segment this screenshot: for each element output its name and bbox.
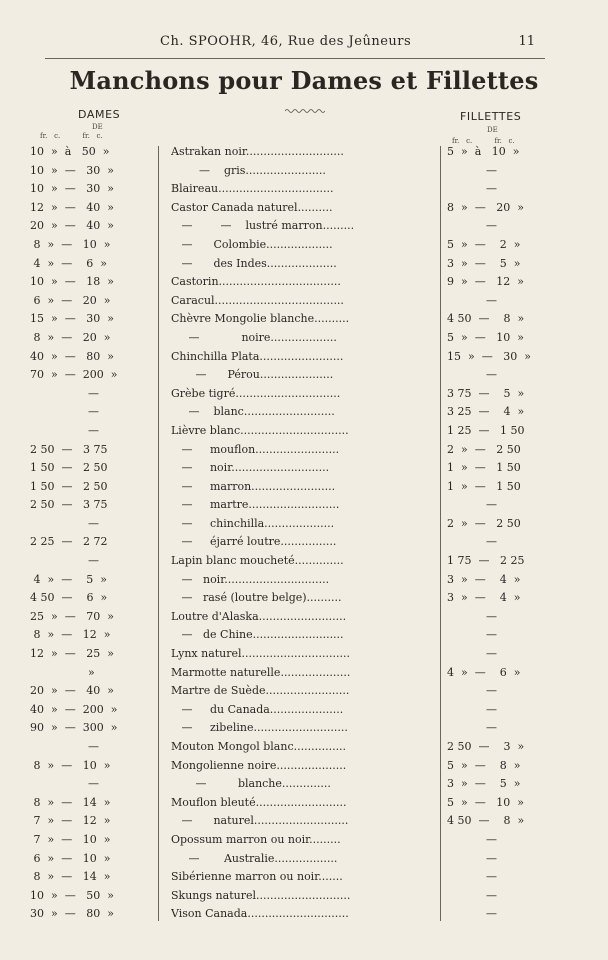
fillettes-price: — <box>486 609 497 623</box>
table-row <box>0 329 608 348</box>
dames-price: 10 » à 50 » <box>30 145 110 158</box>
dames-price: — <box>88 554 99 568</box>
fur-name: Grèbe tigré.............................. <box>171 386 341 400</box>
fillettes-price: 5 » — 10 » <box>447 330 524 344</box>
dames-price: 12 » — 40 » <box>30 200 114 214</box>
dames-price: 1 50 — 2 50 <box>30 479 108 493</box>
fur-name: — éjarré loutre................ <box>171 535 337 549</box>
fur-name: — noire................... <box>171 330 337 344</box>
fillettes-price: 3 » — 4 » <box>447 572 521 586</box>
table-row <box>0 366 608 385</box>
fur-name: Martre de Suède........................ <box>171 684 350 698</box>
fillettes-price: — <box>486 293 497 307</box>
table-row <box>0 831 608 850</box>
fur-name: — noir............................ <box>171 461 330 475</box>
fur-name: — mouflon........................ <box>171 442 340 456</box>
table-row <box>0 533 608 552</box>
dames-price: 10 » — 50 » <box>30 888 114 902</box>
fur-name: — blanc.......................... <box>171 405 335 419</box>
table-row <box>0 887 608 906</box>
dames-price: 1 50 — 2 50 <box>30 461 108 475</box>
fur-name: Mongolienne noire.................... <box>171 758 347 772</box>
dames-price: 4 » — 5 » <box>30 572 107 586</box>
dames-price: 20 » — 40 » <box>30 219 114 233</box>
fillettes-price: 1 75 — 2 25 <box>447 554 525 568</box>
table-row <box>0 403 608 422</box>
fillettes-price: 2 » — 2 50 <box>447 442 521 456</box>
dames-price: 12 » — 25 » <box>30 647 114 661</box>
dames-price: — <box>88 777 99 791</box>
fillettes-price: — <box>486 368 497 382</box>
dames-price: 40 » — 200 » <box>30 702 118 716</box>
table-row <box>0 794 608 813</box>
fur-name: — rasé (loutre belge).......... <box>171 591 342 605</box>
fillettes-heading: FILLETTES <box>460 110 522 123</box>
fillettes-price: — <box>486 163 497 177</box>
fillettes-price: 5 » — 2 » <box>447 237 521 251</box>
table-row <box>0 775 608 794</box>
fillettes-price: 2 » — 2 50 <box>447 516 521 530</box>
fur-name: — marron........................ <box>171 479 336 493</box>
table-row <box>0 310 608 329</box>
dames-price: 2 50 — 3 75 <box>30 442 108 456</box>
fillettes-price: — <box>486 182 497 196</box>
fillettes-price: — <box>486 870 497 884</box>
table-row <box>0 552 608 571</box>
fillettes-price: 5 » — 10 » <box>447 795 524 809</box>
fur-name: Skungs naturel........................... <box>171 888 351 902</box>
table-row <box>0 162 608 181</box>
table-row <box>0 664 608 683</box>
fur-name: Lièvre blanc............................... <box>171 423 349 437</box>
table-row <box>0 385 608 404</box>
fillettes-price: 15 » — 30 » <box>447 349 531 363</box>
fur-name: — zibeline........................... <box>171 721 348 735</box>
table-row <box>0 812 608 831</box>
table-row <box>0 217 608 236</box>
table-row <box>0 496 608 515</box>
dames-heading: DAMES <box>78 108 121 121</box>
fillettes-units: fr. c. fr. c. <box>452 137 515 145</box>
fur-name: Caracul..................................... <box>171 293 344 307</box>
table-row <box>0 850 608 869</box>
fillettes-price: 2 50 — 3 » <box>447 740 525 753</box>
table-row <box>0 459 608 478</box>
fur-name: — naturel........................... <box>171 814 349 828</box>
fur-name: Lapin blanc moucheté.............. <box>171 554 344 568</box>
dames-price: 8 » — 20 » <box>30 330 111 344</box>
fillettes-price: 5 » — 8 » <box>447 758 521 772</box>
table-row <box>0 143 608 162</box>
dames-de: DE <box>92 123 103 131</box>
dames-price: » <box>88 665 95 679</box>
fur-name: Sibérienne marron ou noir....... <box>171 870 343 884</box>
fillettes-price: 3 » — 5 » <box>447 256 521 270</box>
fur-name: — de Chine.......................... <box>171 628 344 642</box>
fur-name: — Australie.................. <box>171 851 338 865</box>
fillettes-price: — <box>486 907 497 921</box>
table-row <box>0 441 608 460</box>
fillettes-price: 1 25 — 1 50 <box>447 423 525 437</box>
fillettes-price: 3 » — 5 » <box>447 777 521 791</box>
table-row <box>0 905 608 924</box>
dames-price: — <box>88 423 99 437</box>
table-row <box>0 757 608 776</box>
fillettes-de: DE <box>487 126 498 134</box>
fillettes-price: 1 » — 1 50 <box>447 479 521 493</box>
fur-name: — Pérou..................... <box>171 368 334 382</box>
table-row <box>0 348 608 367</box>
fur-name: Vison Canada............................. <box>171 907 349 921</box>
table-row <box>0 719 608 738</box>
table-row <box>0 589 608 608</box>
dames-price: 7 » — 10 » <box>30 832 111 846</box>
dames-price: 4 50 — 6 » <box>30 591 108 605</box>
fur-name: — chinchilla.................... <box>171 516 335 530</box>
fur-name: Castor Canada naturel.......... <box>171 200 333 214</box>
fillettes-price: — <box>486 888 497 902</box>
fillettes-price: 4 50 — 8 » <box>447 312 525 326</box>
fillettes-price: — <box>486 219 497 233</box>
table-row <box>0 571 608 590</box>
dames-units: fr. c. fr. c. <box>40 132 103 140</box>
table-row <box>0 608 608 627</box>
dames-price: 8 » — 14 » <box>30 870 111 884</box>
fur-name: Lynx naturel............................... <box>171 647 350 661</box>
dames-price: 2 50 — 3 75 <box>30 498 108 512</box>
fur-name: Chèvre Mongolie blanche.......... <box>171 312 350 326</box>
dames-price: 40 » — 80 » <box>30 349 114 363</box>
fillettes-price: — <box>486 832 497 846</box>
dames-price: 15 » — 30 » <box>30 312 114 326</box>
fillettes-price: 4 » — 6 » <box>447 665 521 679</box>
fur-name: — blanche.............. <box>171 777 331 791</box>
table-row <box>0 236 608 255</box>
dames-price: 20 » — 40 » <box>30 684 114 698</box>
dames-price: 10 » — 30 » <box>30 182 114 196</box>
table-row <box>0 199 608 218</box>
dames-price: — <box>88 405 99 419</box>
dames-price: 10 » — 30 » <box>30 163 114 177</box>
fur-name: — — lustré marron......... <box>171 219 355 233</box>
dames-price: 2 25 — 2 72 <box>30 535 108 549</box>
fur-name: Chinchilla Plata........................ <box>171 349 344 363</box>
header-rule <box>45 58 545 59</box>
table-row <box>0 682 608 701</box>
dames-price: 30 » — 80 » <box>30 907 114 921</box>
table-row <box>0 701 608 720</box>
table-row <box>0 255 608 274</box>
fur-name: Mouton Mongol blanc............... <box>171 740 347 753</box>
table-row <box>0 292 608 311</box>
page-number: 11 <box>518 34 535 49</box>
fillettes-price: 3 » — 4 » <box>447 591 521 605</box>
running-header <box>45 34 545 56</box>
table-row <box>0 626 608 645</box>
fillettes-price: 3 25 — 4 » <box>447 405 525 419</box>
table-row <box>0 422 608 441</box>
dames-price: 8 » — 10 » <box>30 237 111 251</box>
table-row <box>0 478 608 497</box>
table-row <box>0 645 608 664</box>
dames-price: 6 » — 20 » <box>30 293 111 307</box>
fur-name: Mouflon bleuté.......................... <box>171 795 347 809</box>
price-table <box>0 143 608 924</box>
fillettes-price: — <box>486 702 497 716</box>
fur-name: — Colombie................... <box>171 237 333 251</box>
fur-name: — gris....................... <box>171 163 326 177</box>
page-title: Manchons pour Dames et Fillettes <box>69 66 539 95</box>
fillettes-price: 8 » — 20 » <box>447 200 524 214</box>
fillettes-price: 1 » — 1 50 <box>447 461 521 475</box>
dames-price: 10 » — 18 » <box>30 275 114 289</box>
fillettes-price: — <box>486 684 497 698</box>
fur-name: — martre.......................... <box>171 498 340 512</box>
dames-price: — <box>88 740 99 753</box>
fillettes-price: 4 50 — 8 » <box>447 814 525 828</box>
fur-name: — noir.............................. <box>171 572 330 586</box>
fur-name: — des Indes.................... <box>171 256 337 270</box>
fillettes-price: — <box>486 535 497 549</box>
fillettes-price: — <box>486 647 497 661</box>
dames-price: 4 » — 6 » <box>30 256 107 270</box>
fur-name: — du Canada..................... <box>171 702 344 716</box>
table-row <box>0 273 608 292</box>
fillettes-price: — <box>486 851 497 865</box>
fur-name: Marmotte naturelle.................... <box>171 665 351 679</box>
dames-price: 8 » — 10 » <box>30 758 111 772</box>
dames-price: 6 » — 10 » <box>30 851 111 865</box>
fillettes-price: — <box>486 628 497 642</box>
dames-price: 7 » — 12 » <box>30 814 111 828</box>
fur-name: Opossum marron ou noir......... <box>171 832 341 846</box>
fillettes-price: — <box>486 498 497 512</box>
table-row <box>0 738 608 757</box>
fur-name: Castorin................................... <box>171 275 341 289</box>
fillettes-price: 9 » — 12 » <box>447 275 524 289</box>
table-row <box>0 868 608 887</box>
fillettes-price: — <box>486 721 497 735</box>
shop-address: Ch. SPOOHR, 46, Rue des Jeûneurs <box>160 34 412 49</box>
dames-price: 25 » — 70 » <box>30 609 114 623</box>
dames-price: 90 » — 300 » <box>30 721 118 735</box>
dames-price: 8 » — 12 » <box>30 628 111 642</box>
dames-price: 70 » — 200 » <box>30 368 118 382</box>
fur-name: Blaireau................................. <box>171 182 334 196</box>
fillettes-price: 3 75 — 5 » <box>447 386 525 400</box>
dames-price: — <box>88 516 99 530</box>
table-row <box>0 180 608 199</box>
fillettes-price: 5 » à 10 » <box>447 145 520 158</box>
dames-price: — <box>88 386 99 400</box>
decorative-squiggle <box>285 108 325 114</box>
dames-price: 8 » — 14 » <box>30 795 111 809</box>
fur-name: Loutre d'Alaska......................... <box>171 609 347 623</box>
table-row <box>0 515 608 534</box>
fur-name: Astrakan noir............................ <box>171 145 344 158</box>
